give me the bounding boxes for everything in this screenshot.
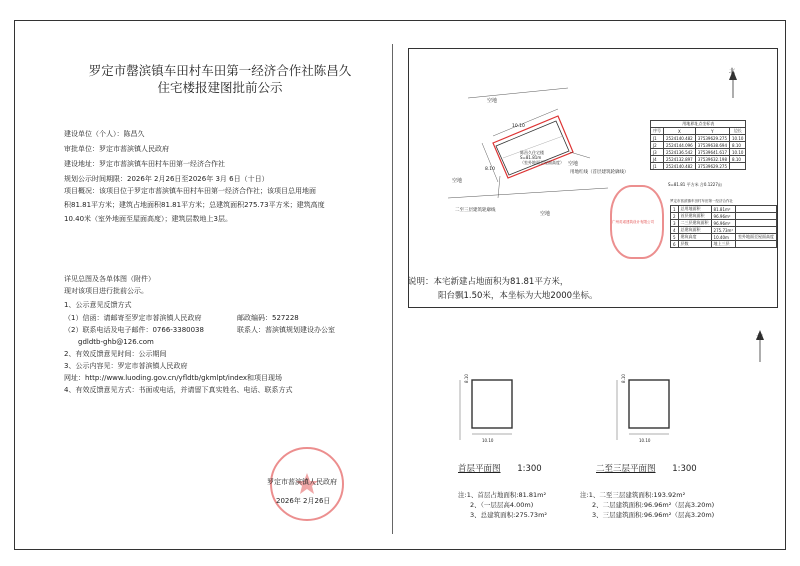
coord-cell bbox=[730, 163, 746, 170]
econ-cell: 5 bbox=[671, 234, 679, 241]
signature-date: 2026年 2月26日 bbox=[276, 497, 331, 505]
table-row bbox=[671, 206, 777, 213]
feedback-postcode: 邮政编码：527228 bbox=[237, 314, 299, 322]
site-note bbox=[408, 275, 598, 303]
design-company-seal-text: 广州英诺建筑设计有限公司 bbox=[612, 220, 654, 224]
econ-cell bbox=[736, 220, 777, 227]
upper-note-3: 3、三层建筑面积:96.96m²（层高3.20m) bbox=[592, 511, 715, 519]
coord-header: 边长 bbox=[730, 128, 746, 135]
coord-cell: 2524140.482 bbox=[664, 163, 696, 170]
applicant: 建设单位（个人）：陈昌久 bbox=[64, 130, 145, 138]
coord-cell: 37539629.275 bbox=[695, 163, 729, 170]
coord-cell: 2524140.482 bbox=[664, 135, 696, 142]
feedback-contact: 联系人：䓊滨镇规划建设办公室 bbox=[237, 326, 335, 334]
feedback-email[interactable]: gdldtb-ghb@126.com bbox=[78, 338, 154, 346]
econ-cell: 10.40m bbox=[711, 234, 736, 241]
econ-cell: 总建筑面积 bbox=[678, 227, 711, 234]
table-row bbox=[651, 149, 746, 156]
road-right-label: 空地 bbox=[568, 161, 579, 167]
upper-floor-title: 二至三层平面图 bbox=[596, 464, 656, 474]
feedback-section-3: 3、公示内容见：罗定市䓊滨镇人民政府 bbox=[64, 362, 188, 370]
coord-header: X bbox=[664, 128, 696, 135]
table-row bbox=[651, 156, 746, 163]
upper-note-2: 2、二层建筑面积:96.96m²（层高3.20m) bbox=[592, 501, 715, 509]
coord-cell: 2524132.897 bbox=[664, 156, 696, 163]
econ-cell: 2 bbox=[671, 213, 679, 220]
site-note-line2: 阳台飘1.50米，本坐标为大地2000坐标。 bbox=[438, 291, 598, 301]
econ-cell: 室外地面至屋面高度 bbox=[736, 234, 777, 241]
econ-cell: 建筑高度 bbox=[678, 234, 711, 241]
coord-cell: 10.10 bbox=[730, 135, 746, 142]
table-row bbox=[651, 142, 746, 149]
coord-header: Y bbox=[695, 128, 729, 135]
coord-cell: 37539632.198 bbox=[695, 156, 729, 163]
building-label-line3: （室外地面至屋面高度） bbox=[520, 160, 564, 165]
feedback-section-2: 2、有效反馈意见时间：公示期间 bbox=[64, 350, 167, 358]
upper-dim-w: 10.10 bbox=[639, 438, 651, 443]
coord-cell: 2524136.542 bbox=[664, 149, 696, 156]
notice-title bbox=[70, 62, 370, 96]
upper-note-1: 注:1、二至三层建筑面积:193.92m² bbox=[580, 491, 686, 499]
feedback-website[interactable]: 网址：http://www.luoding.gov.cn/yfldtb/gkmlpt/index和项目现场 bbox=[64, 374, 283, 382]
callout-redline: 用地红线（首层建筑轮廓线） bbox=[570, 170, 629, 175]
title-line-1: 罗定市罄滨镇车田村车田第一经济合作社陈昌久 bbox=[88, 63, 352, 78]
first-note-2: 2、（一层层高4.00m) bbox=[470, 501, 534, 509]
upper-floor-scale: 1:300 bbox=[672, 464, 697, 474]
table-row bbox=[671, 234, 777, 241]
first-dim-h: 8.10 bbox=[463, 374, 469, 383]
first-floor-title: 首层平面图 bbox=[458, 464, 501, 474]
econ-cell: 6 bbox=[671, 241, 679, 248]
coord-cell: 2524144.096 bbox=[664, 142, 696, 149]
coord-cell: J1 bbox=[651, 135, 664, 142]
coord-header: 序号 bbox=[651, 128, 664, 135]
econ-cell: 96.96m² bbox=[711, 220, 736, 227]
coord-cell: 8.10 bbox=[730, 156, 746, 163]
econ-cell: 4 bbox=[671, 227, 679, 234]
approver: 审批单位：罗定市䓊滨镇人民政府 bbox=[64, 145, 169, 153]
table-row bbox=[671, 227, 777, 234]
econ-cell: 81.81m² bbox=[711, 206, 736, 213]
table-row bbox=[671, 213, 777, 220]
table-row bbox=[671, 241, 777, 248]
table-row bbox=[651, 163, 746, 170]
econ-cell: 1 bbox=[671, 206, 679, 213]
econ-cell bbox=[736, 213, 777, 220]
feedback-intro-1: 详见总图及各单体图（附件） bbox=[64, 275, 155, 283]
econ-cell: 地上三层 bbox=[711, 241, 736, 248]
first-floor-caption bbox=[458, 462, 542, 474]
site-note-line1: 说明：本宅新建占地面积为81.81平方米， bbox=[408, 277, 569, 287]
econ-table-title: 罗定市䓊滨镇车田村车田第一经济合作社 bbox=[670, 199, 733, 203]
feedback-section-1: 1、公示意见反馈方式 bbox=[64, 301, 132, 309]
first-floor-scale: 1:300 bbox=[517, 464, 542, 474]
period: 规划公示时间期限：2026年 2月26日至2026年 3月 6日（十日） bbox=[64, 175, 269, 183]
building-label bbox=[520, 150, 564, 165]
site-north-label: 北 bbox=[729, 68, 736, 75]
first-dim-w: 10.10 bbox=[482, 438, 494, 443]
coordinate-table-title: 用地界址点坐标表 bbox=[651, 121, 746, 128]
site-dim-side: 8.10 bbox=[485, 167, 496, 172]
site-dim-top: 10.10 bbox=[512, 124, 525, 129]
econ-table bbox=[670, 205, 777, 248]
feedback-phone: （2）联系电话及电子邮件：0766-3380038 bbox=[64, 326, 204, 334]
upper-floor-caption bbox=[596, 462, 697, 474]
econ-cell: 总用地面积 bbox=[678, 206, 711, 213]
coord-cell: 37539641.617 bbox=[695, 149, 729, 156]
first-note-1: 注:1、首层占地面积:81.81m² bbox=[458, 491, 547, 499]
upper-dim-h: 8.10 bbox=[620, 374, 626, 383]
coord-cell: J3 bbox=[651, 149, 664, 156]
road-top-label: 空地 bbox=[487, 98, 498, 104]
site-scale: S=81.81 平方米 合0.1227亩 bbox=[668, 182, 722, 187]
coordinate-table bbox=[650, 120, 746, 170]
first-floor-notes bbox=[458, 490, 547, 520]
upper-floor-notes bbox=[580, 490, 714, 520]
column-divider bbox=[392, 44, 393, 534]
feedback-intro-2: 现对该项目进行批前公示。 bbox=[64, 287, 148, 295]
econ-cell: 275.73m² bbox=[711, 227, 736, 234]
econ-cell bbox=[736, 241, 777, 248]
feedback-section-4: 4、有效反馈意见方式：书面或电话，并请留下真实姓名、电话、联系方式 bbox=[64, 386, 293, 394]
overview-line-3: 10.40米（室外地面至屋面高度）；建筑层数地上3层。 bbox=[64, 215, 232, 223]
signature-org: 罗定市䓊滨镇人民政府 bbox=[267, 478, 337, 486]
overview-line-2: 积81.81平方米；建筑占地面积81.81平方米；总建筑面积275.73平方米；建筑高度 bbox=[64, 201, 325, 209]
econ-cell bbox=[736, 227, 777, 234]
coord-cell: J4 bbox=[651, 156, 664, 163]
overview-line-1: 项目概况：该项目位于罗定市䓊滨镇车田村车田第一经济合作社；该项目总用地面 bbox=[64, 187, 316, 195]
coord-cell: 37539629.275 bbox=[695, 135, 729, 142]
road-left-label: 空地 bbox=[452, 178, 463, 184]
table-row bbox=[651, 135, 746, 142]
econ-cell: 二三层建筑面积 bbox=[678, 220, 711, 227]
econ-cell bbox=[736, 206, 777, 213]
econ-cell: 96.96m² bbox=[711, 213, 736, 220]
road-bottom-label: 空地 bbox=[540, 211, 551, 217]
econ-cell: 层数 bbox=[678, 241, 711, 248]
coord-cell: 10.10 bbox=[730, 149, 746, 156]
location: 建设地址：罗定市䓊滨镇车田村车田第一经济合作社 bbox=[64, 160, 225, 168]
first-note-3: 3、总建筑面积:275.73m² bbox=[470, 511, 548, 519]
table-row bbox=[671, 220, 777, 227]
econ-cell: 3 bbox=[671, 220, 679, 227]
coord-cell: 37539638.694 bbox=[695, 142, 729, 149]
coord-cell: J1 bbox=[651, 163, 664, 170]
plans-north-label: 北 bbox=[756, 333, 763, 341]
title-line-2: 住宅楼报建图批前公示 bbox=[157, 80, 283, 95]
building-label-line2: S=81.81m bbox=[520, 155, 542, 160]
econ-cell: 首层建筑面积 bbox=[678, 213, 711, 220]
feedback-mail: （1）信函：请邮寄至罗定市䓊滨镇人民政府 bbox=[64, 314, 202, 322]
floor-plans-drawing bbox=[452, 330, 782, 450]
coord-cell: J2 bbox=[651, 142, 664, 149]
building-label-line1: 陈昌久住宅楼 bbox=[520, 150, 544, 155]
coord-cell: 8.10 bbox=[730, 142, 746, 149]
callout-upper-outline: 二至三层建筑轮廓线 bbox=[455, 208, 496, 213]
